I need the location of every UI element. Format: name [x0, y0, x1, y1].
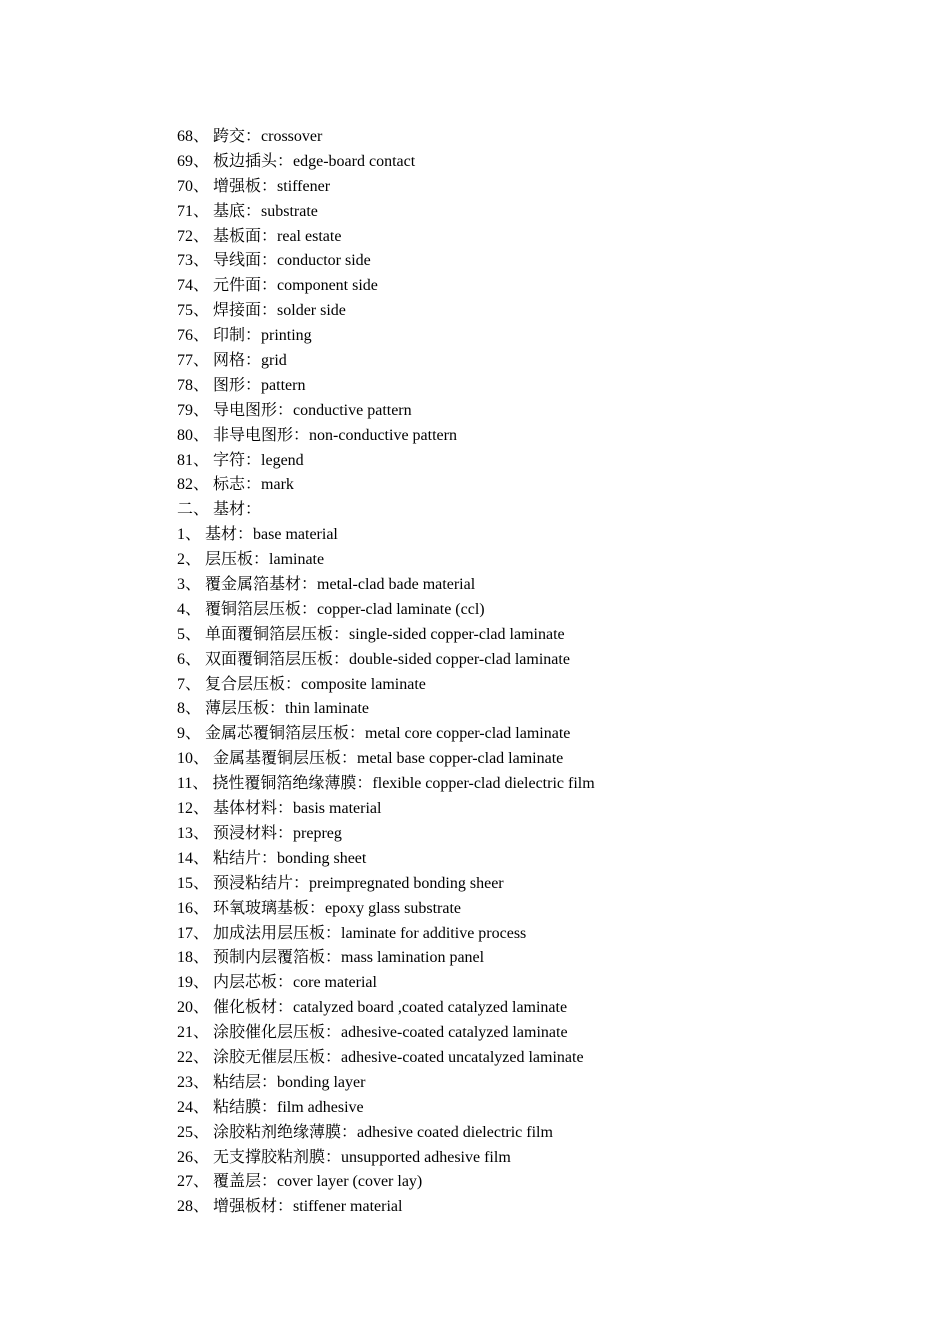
glossary-entry [177, 150, 877, 175]
entry-number: 13、 [177, 824, 210, 842]
entry-number: 3、 [177, 576, 202, 594]
entry-term: 覆铜箔层压板：copper-clad laminate (ccl) [205, 600, 485, 618]
entry-term: 焊接面：solder side [213, 302, 346, 320]
entry-term: 基材：base material [205, 526, 338, 544]
entry-term: 预浸材料：prepreg [213, 824, 342, 842]
entry-number: 2、 [177, 551, 202, 569]
entry-term: 非导电图形：non-conductive pattern [213, 426, 457, 444]
glossary-entry [177, 299, 877, 324]
entry-term: 单面覆铜箔层压板：single-sided copper-clad laminate [205, 625, 565, 643]
entry-number: 10、 [177, 750, 210, 768]
entry-number: 82、 [177, 476, 210, 494]
entry-term: 复合层压板：composite laminate [205, 675, 426, 693]
entry-term: 标志：mark [213, 476, 294, 494]
entry-term: 导电图形：conductive pattern [213, 401, 412, 419]
glossary-entry [177, 125, 877, 150]
glossary-entry [177, 897, 877, 922]
glossary-entry [177, 722, 877, 747]
entry-term: 无支撑胶粘剂膜：unsupported adhesive film [213, 1148, 511, 1166]
entry-term: 加成法用层压板：laminate for additive process [213, 924, 527, 942]
glossary-entry [177, 449, 877, 474]
glossary-entry [177, 324, 877, 349]
entry-term: 涂胶粘剂绝缘薄膜：adhesive coated dielectric film [213, 1123, 553, 1141]
glossary-entry [177, 872, 877, 897]
entry-term: 覆金属箔基材：metal-clad bade material [205, 576, 476, 594]
glossary-entry [177, 1195, 877, 1220]
glossary-entry [177, 1046, 877, 1071]
entry-term: 基板面：real estate [213, 227, 342, 245]
glossary-entry [177, 1096, 877, 1121]
entry-number: 75、 [177, 302, 210, 320]
glossary-entry [177, 573, 877, 598]
entry-number: 8、 [177, 700, 202, 718]
glossary-entry [177, 225, 877, 250]
glossary-entry [177, 1121, 877, 1146]
entry-term: 环氧玻璃基板：epoxy glass substrate [213, 899, 461, 917]
entry-number: 72、 [177, 227, 210, 245]
glossary-entry [177, 523, 877, 548]
entry-term: 字符：legend [213, 451, 304, 469]
entry-term: 基体材料：basis material [213, 800, 382, 818]
entry-term: 覆盖层：cover layer (cover lay) [213, 1173, 423, 1191]
glossary-entry [177, 1146, 877, 1171]
glossary-entry [177, 847, 877, 872]
entry-term: 金属芯覆铜箔层压板：metal core copper-clad laminate [205, 725, 571, 743]
entry-term: 催化板材：catalyzed board ,coated catalyzed laminate [213, 999, 568, 1017]
glossary-list [177, 125, 877, 1220]
entry-number: 21、 [177, 1024, 210, 1042]
entry-number: 7、 [177, 675, 202, 693]
entry-term: 导线面：conductor side [213, 252, 371, 270]
entry-number: 24、 [177, 1098, 210, 1116]
entry-term: 粘结片：bonding sheet [213, 849, 367, 867]
glossary-entry [177, 673, 877, 698]
glossary-entry [177, 1071, 877, 1096]
entry-term: 板边插头：edge-board contact [213, 152, 416, 170]
glossary-entry [177, 1170, 877, 1195]
entry-number: 70、 [177, 177, 210, 195]
glossary-entry [177, 648, 877, 673]
entry-number: 12、 [177, 800, 210, 818]
entry-term: 增强板：stiffener [213, 177, 331, 195]
entry-number: 17、 [177, 924, 210, 942]
glossary-entry [177, 922, 877, 947]
entry-number: 11、 [177, 775, 209, 793]
entry-number: 15、 [177, 874, 210, 892]
entry-term: 预浸粘结片：preimpregnated bonding sheer [213, 874, 504, 892]
entry-number: 73、 [177, 252, 210, 270]
glossary-entry [177, 498, 877, 523]
entry-term: 挠性覆铜箔绝缘薄膜：flexible copper-clad dielectric film [212, 775, 595, 793]
entry-number: 1、 [177, 526, 202, 544]
glossary-entry [177, 374, 877, 399]
glossary-entry [177, 747, 877, 772]
entry-term: 印制：printing [213, 327, 312, 345]
entry-number: 6、 [177, 650, 202, 668]
entry-number: 78、 [177, 376, 210, 394]
entry-number: 79、 [177, 401, 210, 419]
entry-term: 基底：substrate [213, 202, 318, 220]
entry-term: 网格：grid [213, 352, 287, 370]
entry-term: 双面覆铜箔层压板：double-sided copper-clad laminate [205, 650, 570, 668]
glossary-entry [177, 1021, 877, 1046]
entry-number: 28、 [177, 1198, 210, 1216]
entry-number: 18、 [177, 949, 210, 967]
entry-number: 74、 [177, 277, 210, 295]
entry-number: 81、 [177, 451, 210, 469]
entry-number: 25、 [177, 1123, 210, 1141]
glossary-entry [177, 424, 877, 449]
entry-number: 14、 [177, 849, 210, 867]
entry-number: 71、 [177, 202, 210, 220]
glossary-entry [177, 473, 877, 498]
entry-number: 4、 [177, 600, 202, 618]
glossary-entry [177, 274, 877, 299]
entry-number: 69、 [177, 152, 210, 170]
glossary-entry [177, 249, 877, 274]
entry-number: 二、 [177, 501, 210, 519]
glossary-entry [177, 349, 877, 374]
entry-term: 涂胶催化层压板：adhesive-coated catalyzed laminate [213, 1024, 568, 1042]
glossary-entry [177, 623, 877, 648]
entry-number: 9、 [177, 725, 202, 743]
entry-number: 22、 [177, 1048, 210, 1066]
glossary-entry [177, 772, 877, 797]
entry-term: 元件面：component side [213, 277, 378, 295]
entry-number: 68、 [177, 128, 210, 145]
entry-term: 增强板材：stiffener material [213, 1198, 403, 1216]
entry-term: 跨交：crossover [213, 128, 323, 145]
glossary-entry [177, 548, 877, 573]
entry-number: 20、 [177, 999, 210, 1017]
entry-number: 19、 [177, 974, 210, 992]
entry-term: 图形：pattern [213, 376, 306, 394]
glossary-entry [177, 822, 877, 847]
glossary-entry [177, 200, 877, 225]
entry-number: 80、 [177, 426, 210, 444]
entry-number: 26、 [177, 1148, 210, 1166]
glossary-entry [177, 971, 877, 996]
glossary-entry [177, 399, 877, 424]
entry-number: 27、 [177, 1173, 210, 1191]
entry-term: 层压板：laminate [205, 551, 325, 569]
entry-number: 5、 [177, 625, 202, 643]
glossary-entry [177, 175, 877, 200]
glossary-entry [177, 996, 877, 1021]
glossary-entry [177, 598, 877, 623]
glossary-entry [177, 797, 877, 822]
entry-term: 预制内层覆箔板：mass lamination panel [213, 949, 485, 967]
glossary-entry [177, 697, 877, 722]
entry-term: 薄层压板：thin laminate [205, 700, 369, 718]
entry-term: 内层芯板：core material [213, 974, 377, 992]
entry-number: 76、 [177, 327, 210, 345]
glossary-entry [177, 946, 877, 971]
entry-term: 涂胶无催层压板：adhesive-coated uncatalyzed laminate [213, 1048, 584, 1066]
entry-term: 粘结膜：film adhesive [213, 1098, 364, 1116]
entry-term: 基材： [213, 501, 262, 519]
entry-term: 粘结层：bonding layer [213, 1073, 366, 1091]
entry-number: 23、 [177, 1073, 210, 1091]
entry-number: 77、 [177, 352, 210, 370]
entry-number: 16、 [177, 899, 210, 917]
entry-term: 金属基覆铜层压板：metal base copper-clad laminate [213, 750, 564, 768]
